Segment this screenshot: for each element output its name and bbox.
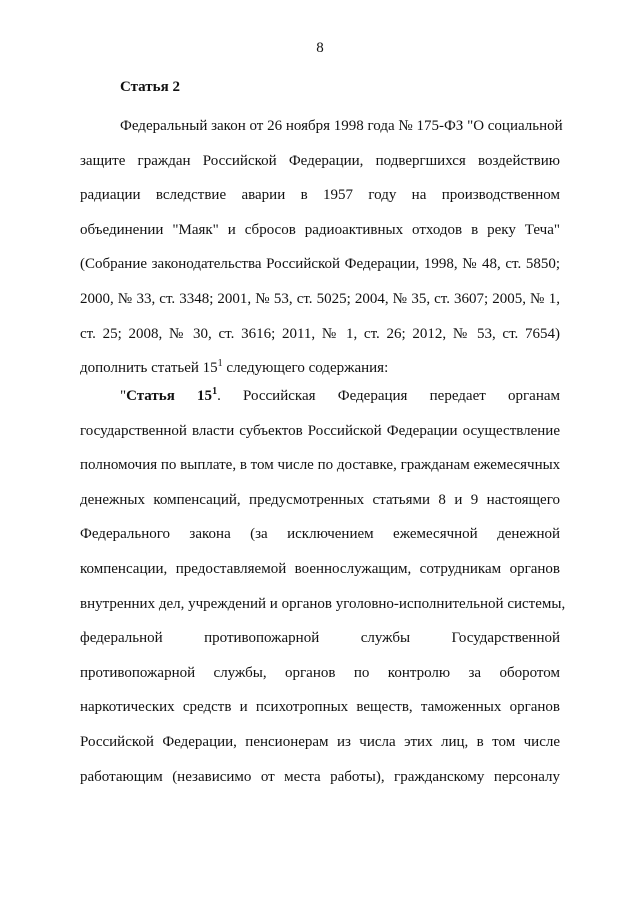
text-fragment: дополнить статьей 15	[80, 360, 218, 377]
text-line: (Собрание законодательства Российской Федерации, 1998, № 48, ст. 5850;	[80, 256, 560, 273]
superscript: 1	[217, 358, 223, 370]
text-line: наркотических средств и психотропных веществ, таможенных органов	[80, 699, 560, 716]
paragraph-amendment	[80, 109, 563, 386]
text-line: работающим (независимо от места работы), гражданскому персоналу	[80, 768, 560, 785]
text-line: 2000, № 33, ст. 3348; 2001, № 53, ст. 5025; 2004, № 35, ст. 3607; 2005, № 1,	[80, 290, 560, 307]
text-line: федеральной противопожарной службы Государственной	[80, 630, 560, 647]
text-line	[80, 379, 560, 414]
article-label: Статья 15	[126, 388, 213, 404]
text-line: противопожарной службы, органов по контролю за оборотом	[80, 664, 560, 681]
text-fragment: следующего содержания:	[222, 360, 389, 377]
text-line: полномочия по выплате, в том числе по доставке, гражданам ежемесячных	[80, 457, 561, 474]
text-line: Федеральный закон от 26 ноября 1998 года № 175-ФЗ "О социальной	[120, 118, 563, 134]
paragraph-article-15-1	[80, 379, 566, 794]
text-line: компенсации, предоставляемой военнослужащим, сотрудникам органов	[80, 560, 560, 577]
text-line: Российской Федерации, пенсионерам из числа этих лиц, в том числе	[80, 733, 560, 750]
text-line: внутренних дел, учреждений и органов уголовно-исполнительной системы,	[80, 595, 566, 612]
text-line: Федерального закона (за исключением ежемесячной денежной	[80, 526, 560, 543]
text-line: денежных компенсаций, предусмотренных статьями 8 и 9 настоящего	[80, 491, 560, 508]
article-heading: Статья 2	[120, 79, 180, 95]
text-line: государственной власти субъектов Российской Федерации осуществление	[80, 422, 560, 439]
text-line: радиации вследствие аварии в 1957 году на производственном	[80, 187, 560, 204]
text-line: объединении "Маяк" и сбросов радиоактивных отходов в реку Теча"	[80, 221, 560, 238]
page-number: 8	[316, 40, 324, 56]
quote-mark: "	[120, 388, 127, 404]
text-line: ст. 25; 2008, № 30, ст. 3616; 2011, № 1, ст. 26; 2012, № 53, ст. 7654)	[80, 325, 560, 342]
superscript: 1	[212, 386, 218, 397]
text-line: защите граждан Российской Федерации, подвергшихся воздействию	[80, 152, 560, 169]
text-fragment: . Российская Федерация передает органам	[217, 388, 560, 404]
